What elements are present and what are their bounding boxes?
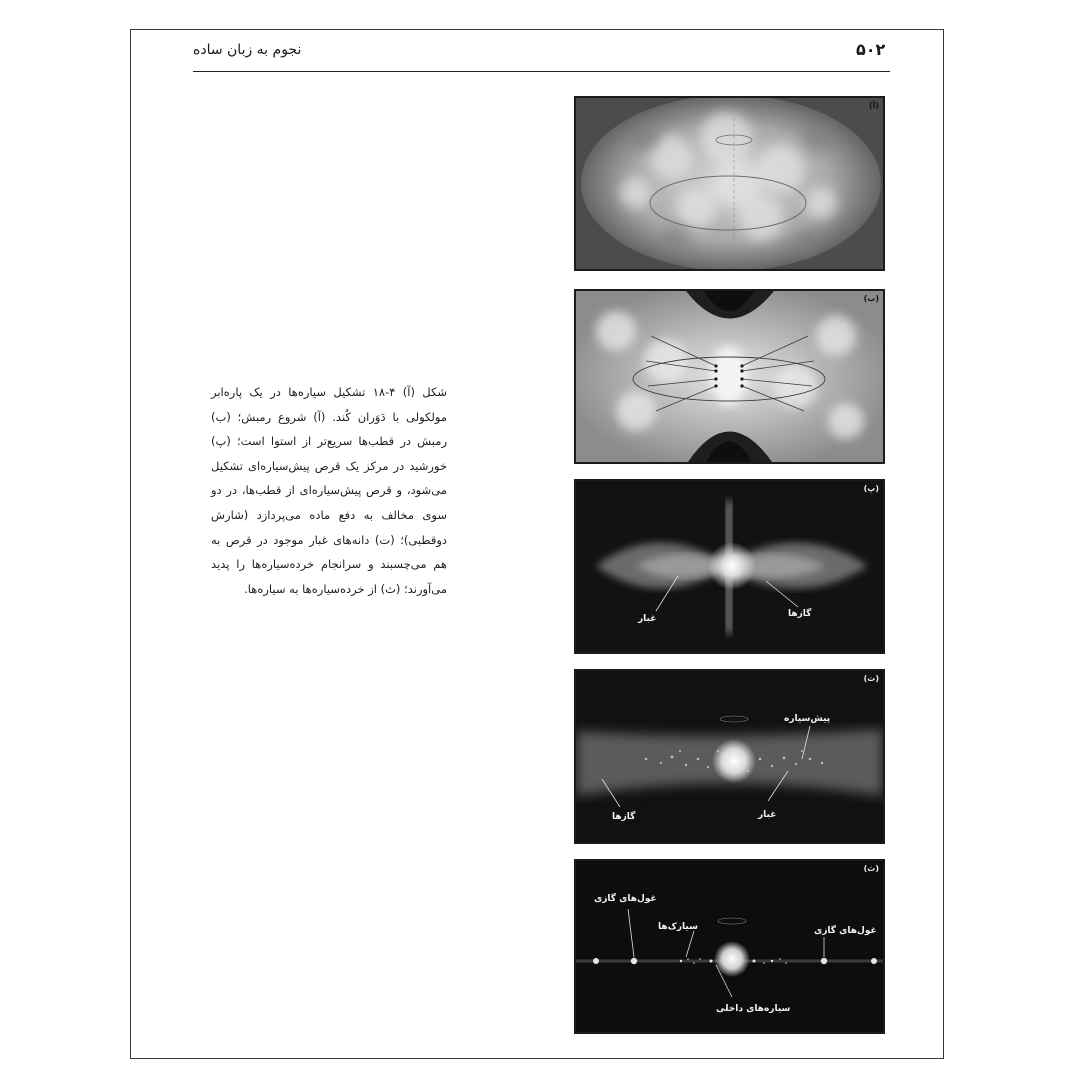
solar-system-illustration [576, 861, 883, 1032]
annotation-gases: گازها [612, 812, 636, 822]
panel-label-t: (ت) [863, 674, 879, 683]
annotation-gases: گازها [788, 609, 812, 619]
collapse-illustration [576, 291, 883, 462]
figure-caption: شکل (آ) ۴-۱۸ تشکیل سیاره‌ها در یک پاره‌ابر مولکولی با دَوَران کُند. (آ) شروع رمبش؛ (ب) رمبش در قطب‌ها سریع‌تر از استوا است؛ (پ) خورشید در مرکز یک قرص پیش‌سیاره‌ای تشکیل می‌شود، و قرص پیش‌سیاره‌ای از قطب‌ها، در دو سوی مخالف به دفع ماده می‌پردازد (شارش دوقطبی)؛ (ت) دانه‌های غبار موجود در قرص به هم می‌چسبند و سرانجام خرده‌سیاره‌ها را پدید می‌آورند؛ (ث) از خرده‌سیاره‌ها به سیاره‌ها. [211, 385, 447, 596]
figure-panel-a [574, 96, 885, 271]
dust-disk-illustration [576, 671, 883, 842]
panel-label-p: (پ) [863, 484, 879, 493]
annotation-protoplanet: پیش‌سیاره [784, 714, 831, 724]
panel-label-th: (ث) [863, 864, 879, 873]
figure-panel-t [574, 669, 885, 844]
figure-panel-p [574, 479, 885, 654]
page-number: ۵۰۲ [856, 40, 886, 59]
figure-panel-b [574, 289, 885, 464]
annotation-dust: غبار [638, 614, 657, 624]
annotation-gas-giants-left: غول‌های گازی [594, 894, 657, 904]
annotation-dust: غبار [758, 810, 777, 820]
cloud-illustration [576, 98, 883, 269]
book-title: نجوم به زبان ساده [193, 42, 302, 58]
figure-panel-th [574, 859, 885, 1034]
book-page [130, 29, 944, 1059]
protoplanetary-disk-illustration [576, 481, 883, 652]
panel-label-a: (آ) [868, 101, 879, 110]
annotation-asteroids: سیارک‌ها [658, 922, 698, 932]
annotation-gas-giants-right: غول‌های گازی [814, 926, 877, 936]
annotation-inner-planets: سیاره‌های داخلی [716, 1004, 791, 1014]
header-rule [193, 71, 890, 72]
panel-label-b: (ب) [863, 294, 879, 303]
